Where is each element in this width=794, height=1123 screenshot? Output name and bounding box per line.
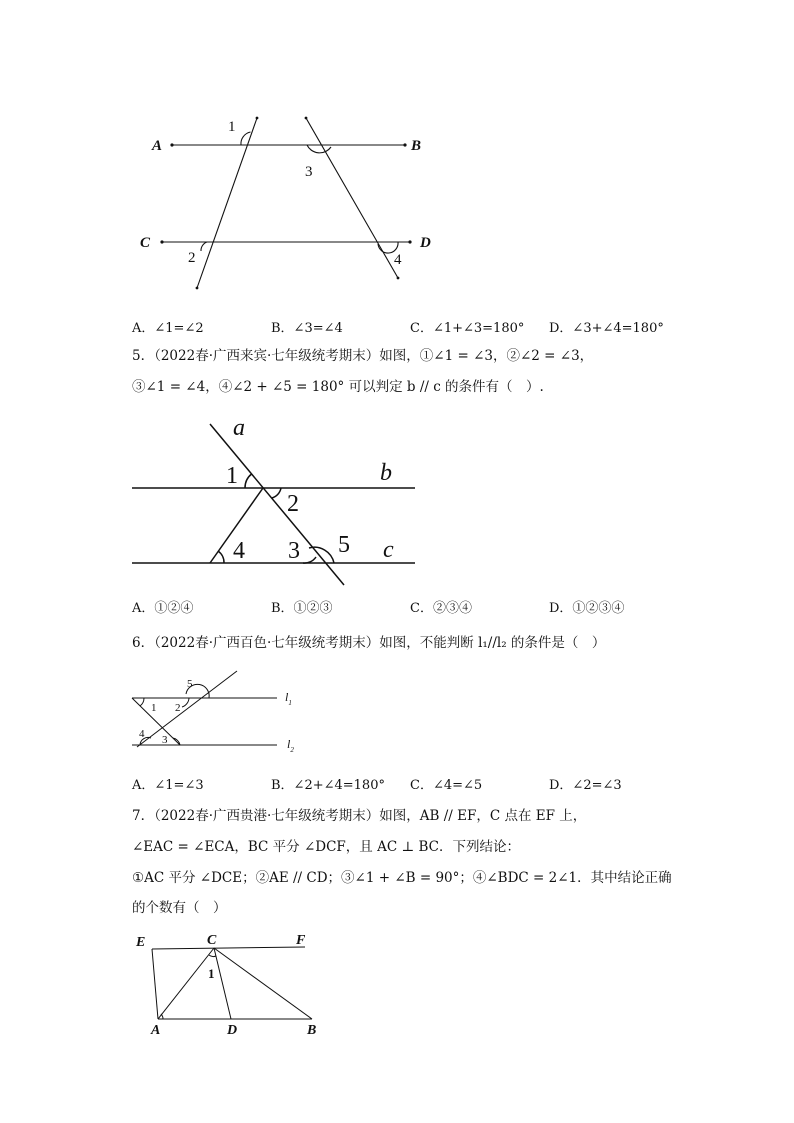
label-c: c <box>383 537 394 563</box>
label-angle-3: 3 <box>305 164 313 180</box>
label-a: a <box>233 415 245 441</box>
q7-stem-line-3: ①AC 平分 ∠DCE；②AE // CD；③∠1 + ∠B = 90°；④∠BDC = 2∠1．其中结论正确 <box>132 870 672 886</box>
angle-1-arc <box>209 955 216 957</box>
q6-option-b[interactable]: B．∠2+∠4=180° <box>271 778 385 793</box>
label-angle-3: 3 <box>162 734 168 746</box>
figure-q6-lines-l1-l2 <box>132 667 312 762</box>
transversal-right <box>306 118 398 278</box>
label-angle-1: 1 <box>226 463 238 489</box>
q4-option-a[interactable]: A．∠1=∠2 <box>132 321 204 336</box>
figure-parallel-lines-abcd <box>140 110 440 295</box>
label-f: F <box>296 933 306 948</box>
angle-3-arc <box>307 145 331 153</box>
q5-option-c[interactable]: C．②③④ <box>410 601 472 616</box>
q4-options <box>132 317 772 337</box>
q5-option-b[interactable]: B．①②③ <box>271 601 333 616</box>
label-c: C <box>207 933 217 948</box>
angle-1-arc <box>241 132 251 145</box>
label-angle-2: 2 <box>287 491 299 517</box>
label-angle-1: 1 <box>228 119 236 135</box>
figure-q5-lines-abc <box>132 410 432 590</box>
label-l1 <box>285 690 292 707</box>
figure-q7-ecf-adb <box>132 930 332 1040</box>
label-d: D <box>420 235 431 251</box>
figure-q5-svg <box>132 410 432 590</box>
label-c: C <box>140 235 151 251</box>
transversal-left-bottom-end <box>196 287 199 290</box>
label-b: B <box>411 138 422 154</box>
label-angle-3: 3 <box>288 538 300 564</box>
angle-2-arc <box>201 242 207 251</box>
q7-stem-line-2: ∠EAC = ∠ECA，BC 平分 ∠DCF，且 AC ⊥ BC．下列结论： <box>132 839 520 855</box>
label-l1-letter: l <box>285 690 289 704</box>
label-angle-1: 1 <box>151 702 157 714</box>
segment-ca <box>158 948 214 1019</box>
angle-2-arc <box>182 698 189 707</box>
q6-option-c[interactable]: C．∠4=∠5 <box>410 778 483 793</box>
label-angle-2: 2 <box>175 702 181 714</box>
line-a <box>210 424 344 585</box>
line-ef <box>152 947 305 949</box>
label-l1-subscript: 1 <box>288 699 292 707</box>
figure-q7-svg <box>132 930 332 1040</box>
label-angle-4: 4 <box>233 538 245 564</box>
label-b: B <box>307 1023 317 1038</box>
q5-option-d[interactable]: D．①②③④ <box>549 601 625 616</box>
point-d <box>408 240 411 243</box>
label-angle-1: 1 <box>208 966 215 981</box>
label-l2-subscript: 2 <box>290 746 294 754</box>
label-angle-4: 4 <box>394 252 402 268</box>
q4-option-b[interactable]: B．∠3=∠4 <box>271 321 343 336</box>
label-l2 <box>287 737 294 754</box>
angle-1-arc <box>140 698 144 706</box>
transversal-right-bottom-end <box>397 277 400 280</box>
figure-q6-svg <box>132 667 312 762</box>
q6-option-a[interactable]: A．∠1=∠3 <box>132 778 204 793</box>
q5-stem-line-2: ③∠1 = ∠4，④∠2 + ∠5 = 180° 可以判定 b // c 的条件有（ ）. <box>132 379 544 395</box>
q6-option-d[interactable]: D．∠2=∠3 <box>549 778 622 793</box>
q6-options <box>132 774 772 794</box>
figure-1-svg <box>140 110 440 295</box>
q7-stem-line-1: 7．（2022春·广西贵港·七年级统考期末）如图，AB // EF，C 点在 EF 上， <box>132 808 587 824</box>
label-angle-5: 5 <box>338 532 350 558</box>
label-d: D <box>227 1023 238 1038</box>
angle-2-arc <box>272 488 281 498</box>
point-b <box>403 143 406 146</box>
label-angle-5: 5 <box>187 678 193 690</box>
q6-stem-line-1: 6．（2022春·广西百色·七年级统考期末）如图，不能判断 l₁//l₂ 的条件是（ ） <box>132 635 606 651</box>
angle-a-arc <box>161 1014 163 1019</box>
transversal-left <box>197 118 257 288</box>
q5-stem-line-1: 5．（2022春·广西来宾·七年级统考期末）如图，①∠1 = ∠3，②∠2 = ∠3， <box>132 348 594 364</box>
label-angle-2: 2 <box>188 250 196 266</box>
point-a <box>170 143 173 146</box>
q4-option-d[interactable]: D．∠3+∠4=180° <box>549 321 664 336</box>
label-a: A <box>152 138 163 154</box>
label-a: A <box>151 1023 161 1038</box>
q5-option-a[interactable]: A．①②④ <box>132 601 194 616</box>
segment-ea <box>152 949 158 1019</box>
label-e: E <box>136 935 146 950</box>
angle-1-arc <box>245 474 252 488</box>
q5-options <box>132 597 772 617</box>
label-b: b <box>380 460 392 486</box>
q4-option-c[interactable]: C．∠1+∠3=180° <box>410 321 525 336</box>
angle-3-arc <box>303 557 316 563</box>
angle-4-arc <box>218 551 224 563</box>
q7-stem-line-4: 的个数有（ ） <box>132 900 227 916</box>
transversal-right-top-end <box>305 117 308 120</box>
point-c <box>160 240 163 243</box>
label-l2-letter: l <box>287 737 291 751</box>
label-angle-4: 4 <box>139 728 145 740</box>
transversal-left-top-end <box>256 117 259 120</box>
